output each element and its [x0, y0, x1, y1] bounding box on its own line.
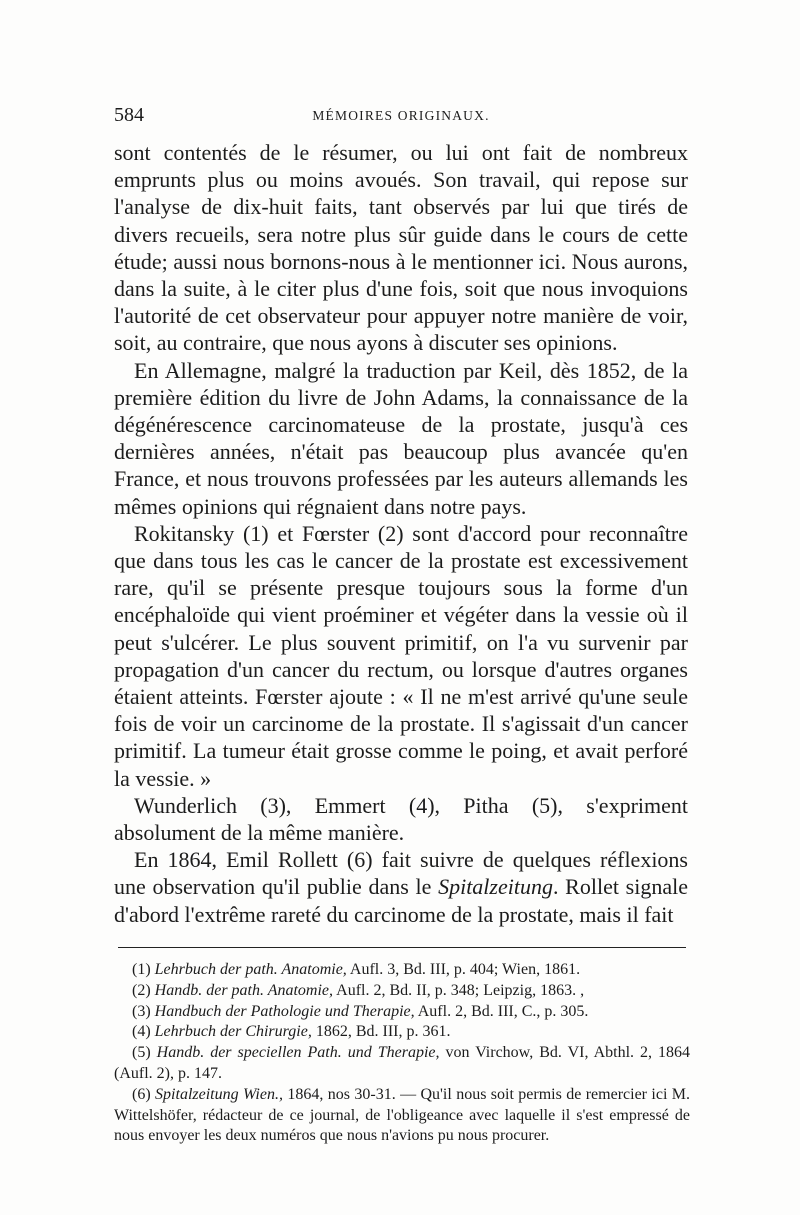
paragraph — [114, 846, 688, 928]
page-number: 584 — [114, 104, 144, 126]
paragraph: Wunderlich (3), Emmert (4), Pitha (5), s'expriment absolument de la même manière. — [114, 792, 688, 846]
footnote — [114, 960, 690, 981]
footnote — [114, 1002, 690, 1023]
footnote-title: Handb. der path. Anatomie, — [154, 981, 334, 999]
footnote-number: (3) — [132, 1002, 151, 1020]
footnote-text: Aufl. 2, Bd. II, p. 348; Leipzig, 1863. , — [333, 981, 585, 999]
footnote-title: Lehrbuch der path. Anatomie, — [154, 961, 347, 978]
footnote — [114, 1022, 690, 1043]
body-text — [114, 139, 688, 928]
footnote-title: Handbuch der Pathologie und Therapie, — [154, 1002, 415, 1020]
footnote-number: (2) — [132, 981, 151, 999]
footnote — [114, 981, 690, 1002]
footnote-title: Spitalzeitung Wien., — [155, 1085, 283, 1103]
footnote-title: Lehrbuch der Chirurgie, — [154, 1023, 312, 1041]
footnote-text: von Virchow, Bd. VI, Abthl. 2, 1864 (Aufl. 2), p. 147. — [114, 1044, 691, 1082]
footnote-number: (5) — [132, 1044, 151, 1062]
paragraph: En Allemagne, malgré la traduction par Keil, dès 1852, de la première édition du livre de John Adams, la connaissance de la dégénérescence carcinomateuse de la prostate, jusqu'à ces dernières années, n'était pas beaucoup plus avancée qu'en France, et nous trouvons professées par les auteurs allemands les mêmes opinions qui régnaient dans notre pays. — [114, 357, 688, 519]
paragraph: Rokitansky (1) et Fœrster (2) sont d'accord pour reconnaître que dans tous les cas le cancer de la prostate est excessivement rare, qu'il se présente presque toujours sous la forme d'un encéphaloïde qui vient proéminer et végéter dans la vessie où il peut s'ulcérer. Le plus souvent primitif, on l'a vu survenir par propagation d'un cancer du rectum, ou lorsque d'autres organes étaient atteints. Fœrster ajoute : « Il ne m'est arrivé qu'une seule fois de voir un carcinome de la prostate. Il s'agissait d'un cancer primitif. La tumeur était grosse comme le poing, et avait perforé la vessie. » — [114, 520, 688, 791]
paragraph: sont contentés de le résumer, ou lui ont fait de nombreux emprunts plus ou moins avoués. Son travail, qui repose sur l'analyse de dix-huit faits, tant observés par lui que tirés de divers recueils, sera notre plus sûr guide dans le cours de cette étude; aussi nous bornons-nous à le mentionner ici. Nous aurons, dans la suite, à le citer plus d'une fois, soit que nous invoquions l'autorité de cet observateur pour appuyer notre manière de voir, soit, au contraire, que nous ayons à discuter ses opinions. — [114, 140, 688, 356]
page-header — [114, 104, 688, 130]
text-span: En 1864, Emil Rollett (6) fait suivre de quelques réflexions une observation qu'il publie dans le — [114, 847, 688, 900]
footnote — [114, 1085, 690, 1147]
footnote-text: Aufl. 3, Bd. III, p. 404; Wien, 1861. — [346, 961, 581, 978]
footnotes — [114, 960, 690, 1147]
footnote-number: (4) — [132, 1023, 151, 1041]
text-span: . Rollet signale d'abord l'extrême rareté du carcinome de la prostate, mais il fait — [114, 874, 688, 927]
footnote-text: Aufl. 2, Bd. III, C., p. 305. — [414, 1002, 589, 1020]
footnote-text: 1862, Bd. III, p. 361. — [311, 1023, 451, 1041]
running-title: MÉMOIRES ORIGINAUX. — [312, 108, 490, 123]
footnote-number: (6) — [132, 1085, 151, 1103]
footnote-title: Handb. der speciellen Path. und Therapie, — [156, 1044, 440, 1062]
journal-title: Spitalzeitung — [438, 874, 553, 900]
footnote-divider — [118, 947, 686, 948]
footnote-number: (1) — [132, 961, 151, 978]
footnote-text: 1864, nos 30-31. — Qu'il nous soit permis de remercier ici M. Wittelshöfer, rédacteur de ce journal, de l'obligeance avec laquelle il s'est empressé de nous envoyer les deux numéros que nous n'avions pu nous procurer. — [114, 1085, 691, 1145]
footnote — [114, 1043, 690, 1085]
